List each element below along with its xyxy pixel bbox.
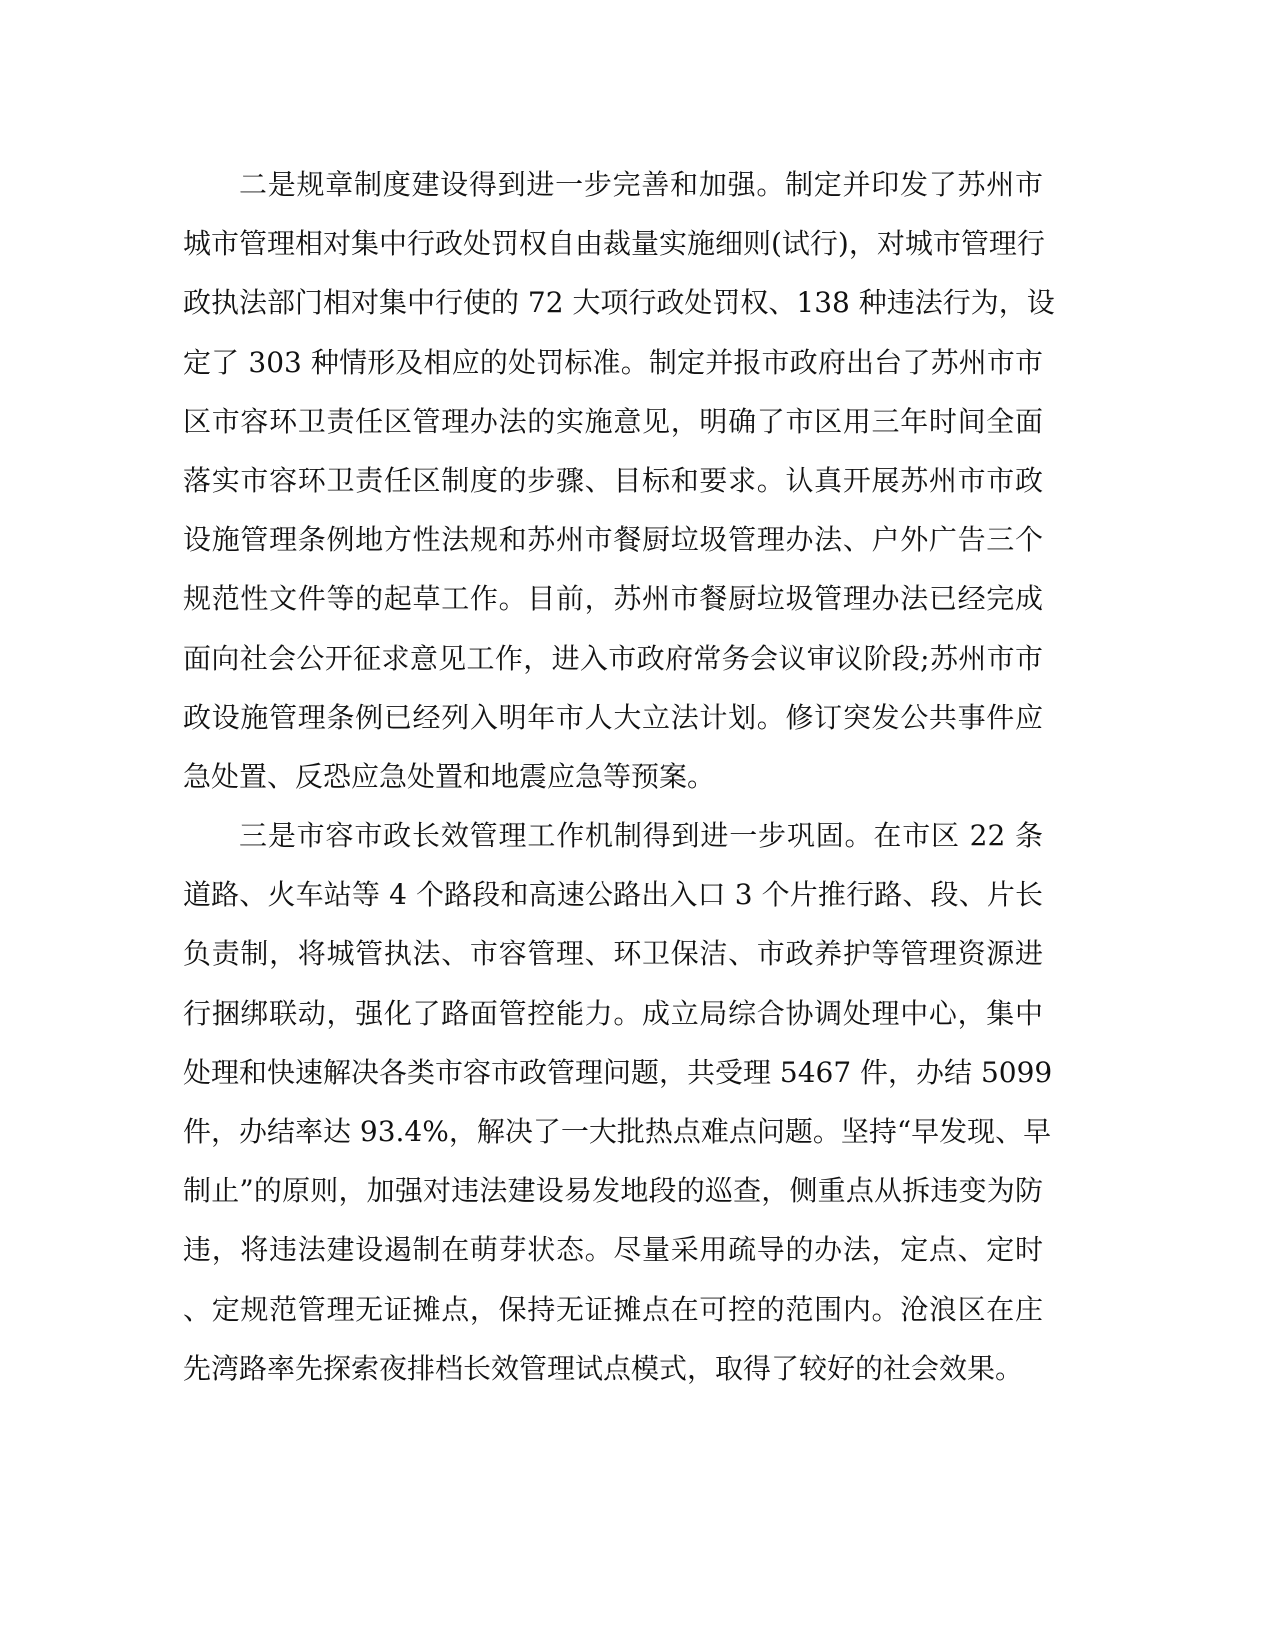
text-line: 面向社会公开征求意见工作，进入市政府常务会议审议阶段;苏州市市 (183, 641, 1043, 675)
text-line: 设施管理条例地方性法规和苏州市餐厨垃圾管理办法、户外广告三个 (183, 523, 1043, 557)
text-line: 件，办结率达 93.4%，解决了一大批热点难点问题。坚持“早发现、早 (183, 1115, 1052, 1148)
text-line: 区市容环卫责任区管理办法的实施意见，明确了市区用三年时间全面 (183, 404, 1043, 438)
text-line: 城市管理相对集中行政处罚权自由裁量实施细则(试行)，对城市管理行 (183, 227, 1045, 261)
text-line: 负责制，将城管执法、市容管理、环卫保洁、市政养护等管理资源进 (183, 937, 1043, 971)
text-line: 二是规章制度建设得到进一步完善和加强。制定并印发了苏州市 (239, 168, 1043, 201)
text-line: 违，将违法建设遏制在萌芽状态。尽量采用疏导的办法，定点、定时 (183, 1233, 1043, 1267)
text-line: 三是市容市政长效管理工作机制得到进一步巩固。在市区 22 条 (239, 819, 1043, 853)
text-line: 落实市容环卫责任区制度的步骤、目标和要求。认真开展苏州市市政 (183, 463, 1043, 497)
text-line: 政设施管理条例已经列入明年市人大立法计划。修订突发公共事件应 (183, 700, 1043, 734)
text-line: 、定规范管理无证摊点，保持无证摊点在可控的范围内。沧浪区在庄 (183, 1292, 1043, 1326)
text-line: 先湾路率先探索夜排档长效管理试点模式，取得了较好的社会效果。 (183, 1351, 1024, 1385)
text-line: 制止”的原则，加强对违法建设易发地段的巡查，侧重点从拆违变为防 (183, 1174, 1043, 1208)
text-line: 行捆绑联动，强化了路面管控能力。成立局综合协调处理中心，集中 (183, 996, 1043, 1030)
text-line: 定了 303 种情形及相应的处罚标准。制定并报市政府出台了苏州市市 (183, 345, 1043, 379)
text-line: 道路、火车站等 4 个路段和高速公路出入口 3 个片推行路、段、片长 (183, 878, 1043, 912)
text-line: 处理和快速解决各类市容市政管理问题，共受理 5467 件，办结 5099 (183, 1055, 1053, 1089)
paragraph-long-term-management (183, 806, 1053, 1398)
text-line: 急处置、反恐应急处置和地震应急等预案。 (183, 759, 716, 793)
paragraph-regulations (183, 155, 1055, 806)
text-line: 政执法部门相对集中行使的 72 大项行政处罚权、138 种违法行为，设 (183, 286, 1055, 320)
text-line: 规范性文件等的起草工作。目前，苏州市餐厨垃圾管理办法已经完成 (183, 582, 1043, 616)
document-body (183, 155, 1055, 1398)
